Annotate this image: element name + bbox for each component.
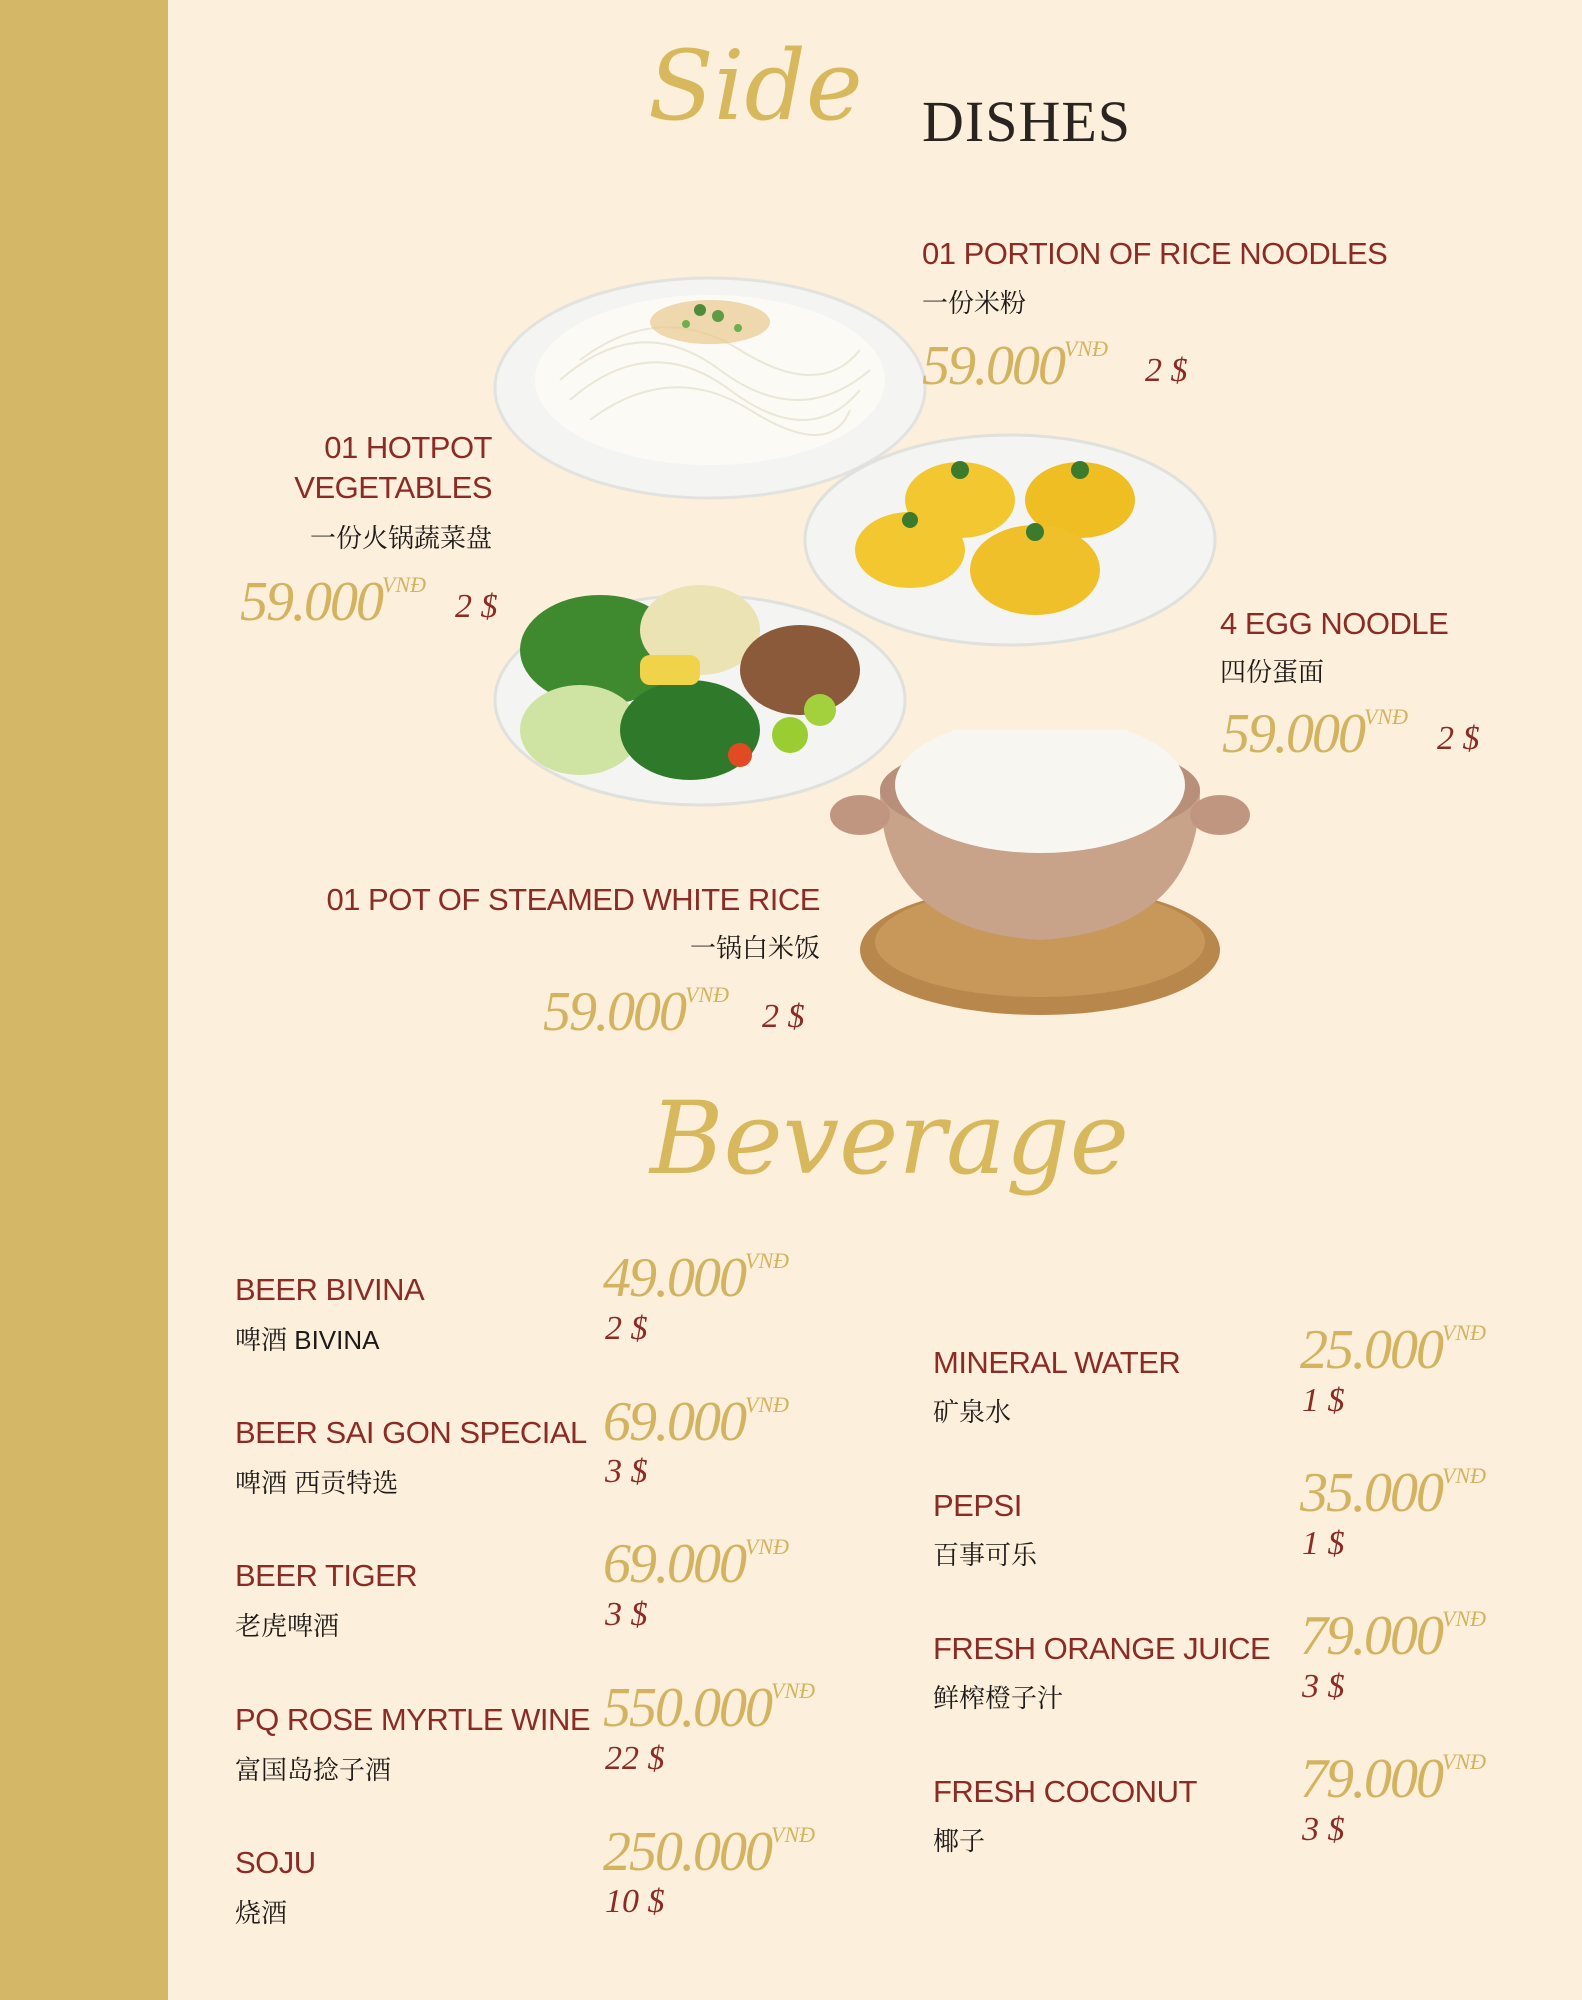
- beverage-fresh-orange-juice-name-cn: 鲜榨橙子汁: [933, 1683, 1064, 1713]
- beverage-soju-name-cn: 烧酒: [235, 1898, 288, 1928]
- beverage-soju-price-vnd: $250.000^{VNĐ}$: [603, 1821, 815, 1883]
- beverage-beer-saigon-special-price-vnd: $69.000^{VNĐ}$: [603, 1391, 789, 1453]
- beverage-pq-rose-myrtle-wine-price-vnd: $550.000^{VNĐ}$: [603, 1677, 815, 1739]
- beverage-beer-tiger-price-vnd: $69.000^{VNĐ}$: [603, 1533, 789, 1595]
- beverage-title: Beverage: [650, 1080, 1129, 1197]
- beverage-fresh-orange-juice-price-usd: 3 $: [1302, 1668, 1345, 1705]
- beverage-beer-bivina-name-cn: 啤酒 BIVINA: [235, 1325, 380, 1355]
- side-item-egg-noodle-price-vnd: $59.000^{VNĐ}$: [1222, 703, 1408, 765]
- side-item-egg-noodle-name-cn: 四份蛋面: [1220, 657, 1325, 687]
- side-item-egg-noodle-price-usd: 2 $: [1437, 720, 1480, 757]
- side-item-egg-noodle-name: 4 EGG NOODLE: [1220, 606, 1449, 641]
- side-dishes-title-caps: DISHES: [922, 89, 1132, 154]
- side-item-rice-noodles-name-cn: 一份米粉: [922, 288, 1027, 318]
- beverage-pepsi-name: PEPSI: [933, 1488, 1022, 1523]
- side-item-hotpot-vegetables-name-cn: 一份火锅蔬菜盘: [309, 523, 492, 553]
- beverage-pq-rose-myrtle-wine-price-usd: 22 $: [605, 1740, 665, 1777]
- beverage-beer-tiger-name-cn: 老虎啤酒: [235, 1611, 340, 1641]
- beverage-beer-bivina-price-vnd: $49.000^{VNĐ}$: [603, 1247, 789, 1309]
- beverage-fresh-coconut-price-usd: 3 $: [1302, 1811, 1345, 1848]
- beverage-pq-rose-myrtle-wine-name-cn: 富国岛捻子酒: [235, 1755, 392, 1785]
- beverage-fresh-orange-juice-name: FRESH ORANGE JUICE: [933, 1631, 1271, 1666]
- side-item-rice-noodles-name: 01 PORTION OF RICE NOODLES: [922, 236, 1388, 271]
- side-dishes-title-script: Side: [648, 30, 863, 142]
- side-item-steamed-rice-name-cn: 一锅白米饭: [689, 933, 820, 963]
- beverage-soju-price-usd: 10 $: [605, 1883, 665, 1920]
- side-item-hotpot-vegetables-name-line2: VEGETABLES: [294, 470, 492, 505]
- beverage-fresh-coconut-price-vnd: $79.000^{VNĐ}$: [1300, 1748, 1486, 1810]
- beverage-fresh-coconut-name: FRESH COCONUT: [933, 1774, 1197, 1809]
- beverage-mineral-water-price-usd: 1 $: [1302, 1382, 1345, 1419]
- beverage-fresh-coconut-name-cn: 椰子: [933, 1826, 986, 1856]
- beverage-mineral-water-name: MINERAL WATER: [933, 1345, 1181, 1380]
- side-item-hotpot-vegetables-price-vnd: $59.000^{VNĐ}$: [240, 571, 426, 633]
- beverage-beer-tiger-price-usd: 3 $: [605, 1596, 648, 1633]
- beverage-beer-saigon-special-name: BEER SAI GON SPECIAL: [235, 1415, 587, 1450]
- gold-side-bar: [0, 0, 168, 2000]
- beverage-beer-saigon-special-name-cn: 啤酒 西贡特选: [235, 1468, 399, 1498]
- beverage-beer-bivina-price-usd: 2 $: [605, 1310, 648, 1347]
- side-item-hotpot-vegetables-name-line1: 01 HOTPOT: [324, 430, 492, 465]
- side-item-hotpot-vegetables-price-usd: 2 $: [455, 588, 498, 625]
- beverage-beer-saigon-special-price-usd: 3 $: [605, 1453, 648, 1490]
- beverage-beer-tiger-name: BEER TIGER: [235, 1558, 418, 1593]
- side-item-steamed-rice-price-usd: 2 $: [762, 998, 805, 1035]
- beverage-mineral-water-name-cn: 矿泉水: [933, 1397, 1012, 1427]
- steamed-rice-pot-image: [820, 730, 1260, 1030]
- side-item-rice-noodles-price-vnd: $59.000^{VNĐ}$: [922, 335, 1108, 397]
- side-item-rice-noodles-price-usd: 2 $: [1145, 352, 1188, 389]
- beverage-pepsi-name-cn: 百事可乐: [933, 1540, 1038, 1570]
- beverage-fresh-orange-juice-price-vnd: $79.000^{VNĐ}$: [1300, 1605, 1486, 1667]
- side-item-steamed-rice-name: 01 POT OF STEAMED WHITE RICE: [326, 882, 820, 917]
- side-item-steamed-rice-price-vnd: $59.000^{VNĐ}$: [543, 981, 729, 1043]
- beverage-soju-name: SOJU: [235, 1845, 316, 1880]
- beverage-pq-rose-myrtle-wine-name: PQ ROSE MYRTLE WINE: [235, 1702, 591, 1737]
- beverage-mineral-water-price-vnd: $25.000^{VNĐ}$: [1300, 1319, 1486, 1381]
- beverage-beer-bivina-name: BEER BIVINA: [235, 1272, 425, 1307]
- beverage-pepsi-price-vnd: $35.000^{VNĐ}$: [1300, 1462, 1486, 1524]
- beverage-pepsi-price-usd: 1 $: [1302, 1525, 1345, 1562]
